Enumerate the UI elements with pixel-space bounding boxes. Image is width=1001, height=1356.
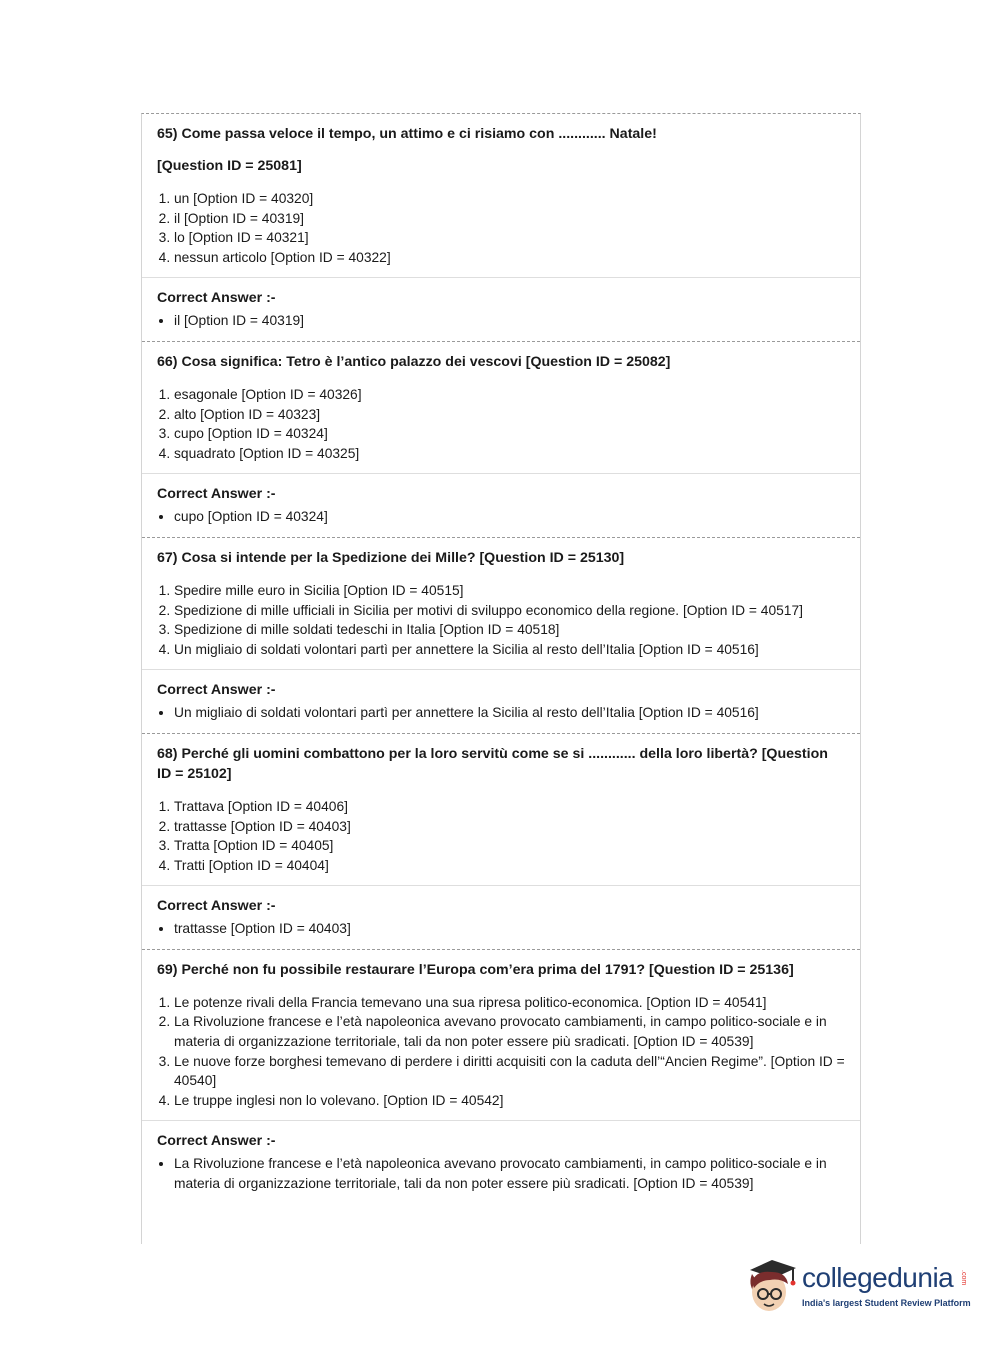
option-item: 1. esagonale [Option ID = 40326] (174, 385, 845, 405)
logo-tagline: India's largest Student Review Platform (802, 1298, 971, 1308)
answer-list (157, 311, 845, 331)
options-list (157, 581, 845, 659)
question-sheet (141, 113, 861, 1244)
options-list (157, 797, 845, 875)
correct-answer: • La Rivoluzione francese e l’età napoleonica avevano provocato cambiamenti, in campo politico-sociale e in materia di organizzazione territoriale, tali da non poter essere più sradicati. [Option ID = 40539] (174, 1154, 845, 1193)
option-item: 4. squadrato [Option ID = 40325] (174, 444, 845, 464)
correct-answer-label: Correct Answer :- (157, 1133, 276, 1150)
option-item: 3. Spedizione di mille soldati tedeschi in Italia [Option ID = 40518] (174, 620, 845, 640)
correct-answer: • il [Option ID = 40319] (174, 311, 845, 331)
answer-part (142, 670, 860, 733)
answer-part (142, 278, 860, 341)
question-block-66 (142, 342, 860, 538)
option-item: 2. La Rivoluzione francese e l’età napoleonica avevano provocato cambiamenti, in campo politico-sociale e in materia di organizzazione territoriale, tali da non poter essere più sradicati. [Option ID = 40539] (174, 1012, 845, 1051)
option-item: 2. Spedizione di mille ufficiali in Sicilia per motivi di sviluppo economico della regione. [Option ID = 40517] (174, 601, 845, 621)
question-part (142, 734, 860, 886)
option-item: 1. un [Option ID = 40320] (174, 189, 845, 209)
correct-answer-label: Correct Answer :- (157, 682, 276, 699)
option-item: 3. lo [Option ID = 40321] (174, 228, 845, 248)
question-block-68 (142, 734, 860, 950)
option-item: 3. Tratta [Option ID = 40405] (174, 836, 845, 856)
option-item: 1. Spedire mille euro in Sicilia [Option ID = 40515] (174, 581, 845, 601)
question-block-67 (142, 538, 860, 734)
question-title: 68) Perché gli uomini combattono per la loro servitù come se si ............ della loro libertà? [Question ID = 25102] (157, 745, 828, 782)
question-id: [Question ID = 25081] (157, 158, 302, 174)
student-mascot-icon (742, 1250, 802, 1320)
option-item: 4. Le truppe inglesi non lo volevano. [Option ID = 40542] (174, 1091, 845, 1111)
question-block-65 (142, 114, 860, 342)
answer-part (142, 474, 860, 537)
option-item: 4. nessun articolo [Option ID = 40322] (174, 248, 845, 268)
options-list (157, 993, 845, 1111)
question-title: 65) Come passa veloce il tempo, un attimo e ci risiamo con ............ Natale! (157, 126, 657, 142)
logo-suffix: .com (960, 1270, 967, 1286)
question-block-69 (142, 950, 860, 1204)
option-item: 1. Le potenze rivali della Francia temevano una sua ripresa politico-economica. [Option ID = 40541] (174, 993, 845, 1013)
options-list (157, 385, 845, 463)
correct-answer-label: Correct Answer :- (157, 290, 276, 307)
question-part (142, 950, 860, 1122)
answer-part (142, 886, 860, 949)
question-part (142, 342, 860, 474)
correct-answer: • trattasse [Option ID = 40403] (174, 919, 845, 939)
question-part (142, 538, 860, 670)
correct-answer: • cupo [Option ID = 40324] (174, 507, 845, 527)
correct-answer-label: Correct Answer :- (157, 898, 276, 915)
question-title: 67) Cosa si intende per la Spedizione dei Mille? [Question ID = 25130] (157, 549, 625, 566)
answer-list (157, 1154, 845, 1193)
option-item: 2. alto [Option ID = 40323] (174, 405, 845, 425)
option-item: 3. Le nuove forze borghesi temevano di perdere i diritti acquisiti con la caduta dell’“Ancien Regime”. [Option ID = 40540] (174, 1052, 845, 1091)
answer-part (142, 1121, 860, 1203)
answer-list (157, 507, 845, 527)
option-item: 2. trattasse [Option ID = 40403] (174, 817, 845, 837)
option-item: 2. il [Option ID = 40319] (174, 209, 845, 229)
correct-answer: • Un migliaio di soldati volontari partì per annettere la Sicilia al resto dell’Italia [Option ID = 40516] (174, 703, 845, 723)
answer-list (157, 919, 845, 939)
question-part (142, 114, 860, 278)
answer-list (157, 703, 845, 723)
logo-wordmark: collegedunia (802, 1262, 954, 1293)
option-item: 1. Trattava [Option ID = 40406] (174, 797, 845, 817)
option-item: 4. Tratti [Option ID = 40404] (174, 856, 845, 876)
question-title: 69) Perché non fu possibile restaurare l’Europa com’era prima del 1791? [Question ID = 25136] (157, 961, 794, 978)
option-item: 3. cupo [Option ID = 40324] (174, 424, 845, 444)
collegedunia-logo[interactable] (742, 1250, 972, 1320)
question-title: 66) Cosa significa: Tetro è l’antico palazzo dei vescovi [Question ID = 25082] (157, 353, 671, 370)
options-list (157, 189, 845, 267)
option-item: 4. Un migliaio di soldati volontari partì per annettere la Sicilia al resto dell’Italia [Option ID = 40516] (174, 640, 845, 660)
correct-answer-label: Correct Answer :- (157, 486, 276, 503)
